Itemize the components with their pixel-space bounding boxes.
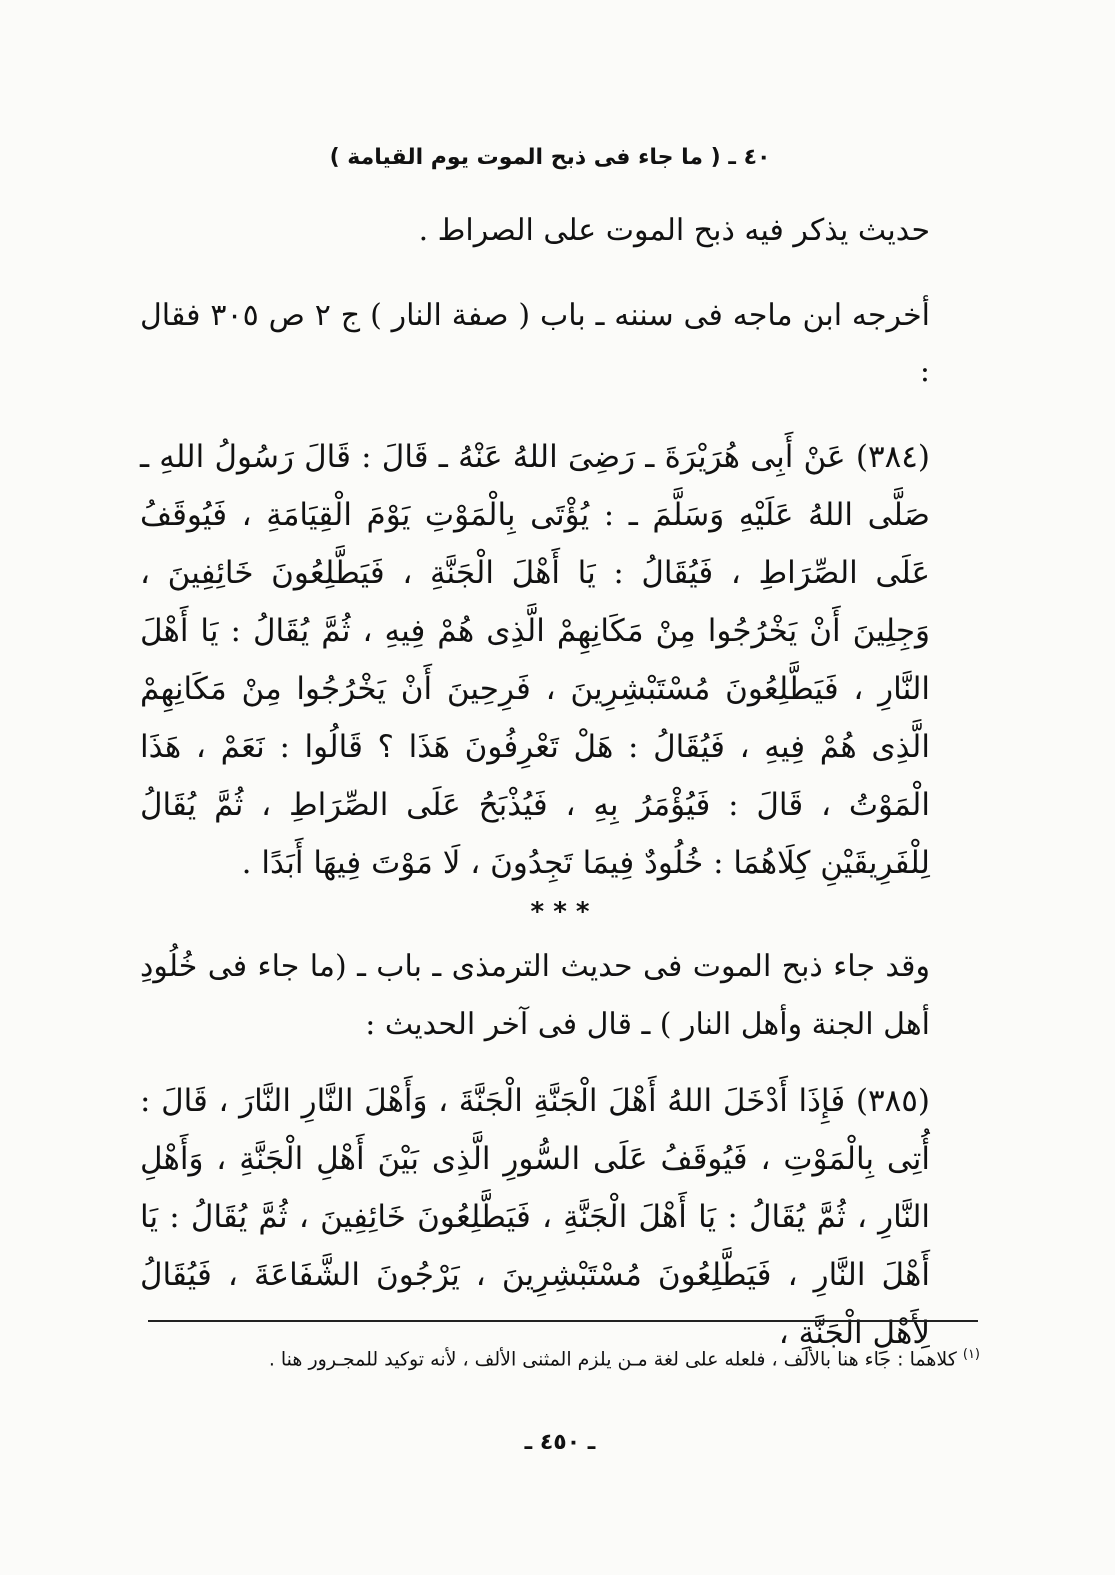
source-paragraph: أخرجه ابن ماجه فى سننه ـ باب ( صفة النار ) ج ٢ ص ٣٠٥ فقال :	[140, 298, 930, 389]
footnote	[125, 1338, 980, 1376]
hadith-384: (٣٨٤) عَنْ أَبِى هُرَيْرَةَ ـ رَضِىَ اللهُ عَنْهُ ـ قَالَ : قَالَ رَسُولُ اللهِ ـ صَلَّى اللهُ عَلَيْهِ وَسَلَّمَ ـ : يُؤْتَى بِالْمَوْتِ يَوْمَ الْقِيَامَةِ ، فَيُوقَفُ عَلَى الصِّرَاطِ ، فَيُقَالُ : يَا أَهْلَ الْجَنَّةِ ، فَيَطَّلِعُونَ خَائِفِينَ ، وَجِلِينَ أَنْ يَخْرُجُوا مِنْ مَكَانِهِمْ الَّذِى هُمْ فِيهِ ، ثُمَّ يُقَالُ : يَا أَهْلَ النَّارِ ، فَيَطَّلِعُونَ مُسْتَبْشِرِينَ ، فَرِحِينَ أَنْ يَخْرُجُوا مِنْ مَكَانِهِمْ الَّذِى هُمْ فِيهِ ، فَيُقَالُ : هَلْ تَعْرِفُونَ هَذَا ؟ قَالُوا : نَعَمْ ، هَذَا الْمَوْتُ ، قَالَ : فَيُؤْمَرُ بِهِ ، فَيُذْبَحُ عَلَى الصِّرَاطِ ، ثُمَّ يُقَالُ لِلْفَرِيقَيْنِ كِلَاهُمَا : خُلُودٌ فِيمَا تَجِدُونَ ، لَا مَوْتَ فِيهَا أَبَدًا .	[140, 439, 930, 881]
footnote-text: كلاهما : جاء هنا بالألف ، فلعله على لغة مـن يلزم المثنى الألف ، لأنه توكيد للمجـرور هنا .	[268, 1348, 957, 1371]
intro-paragraph: حديث يذكر فيه ذبح الموت على الصراط .	[418, 213, 930, 248]
footnote-marker: (١)	[962, 1347, 980, 1362]
tirmidhi-paragraph: وقد جاء ذبح الموت فى حديث الترمذى ـ باب ـ (ما جاء فى خُلُودِ أهل الجنة وأهل النار ) ـ قال فى آخر الحديث :	[140, 949, 930, 1042]
section-heading: ٤٠ ـ ( ما جاء فى ذبح الموت يوم القيامة )	[329, 145, 771, 170]
page-number: ـ ٤٥٠ ـ	[524, 1430, 596, 1455]
hadith-385: (٣٨٥) فَإِذَا أَدْخَلَ اللهُ أَهْلَ الْجَنَّةِ الْجَنَّةَ ، وَأَهْلَ النَّارِ النَّارَ ، قَالَ : أُتِى بِالْمَوْتِ ، فَيُوقَفُ عَلَى السُّورِ الَّذِى بَيْنَ أَهْلِ الْجَنَّةِ ، وَأَهْلِ النَّارِ ، ثُمَّ يُقَالُ : يَا أَهْلَ الْجَنَّةِ ، فَيَطَّلِعُونَ خَائِفِينَ ، ثُمَّ يُقَالُ : يَا أَهْلَ النَّارِ ، فَيَطَّلِعُونَ مُسْتَبْشِرِينَ ، يَرْجُونَ الشَّفَاعَةَ ، فَيُقَالُ لِأَهْلِ الْجَنَّةِ ،	[140, 1083, 930, 1351]
section-separator: * * *	[530, 897, 590, 927]
footnote-divider	[148, 1320, 978, 1322]
